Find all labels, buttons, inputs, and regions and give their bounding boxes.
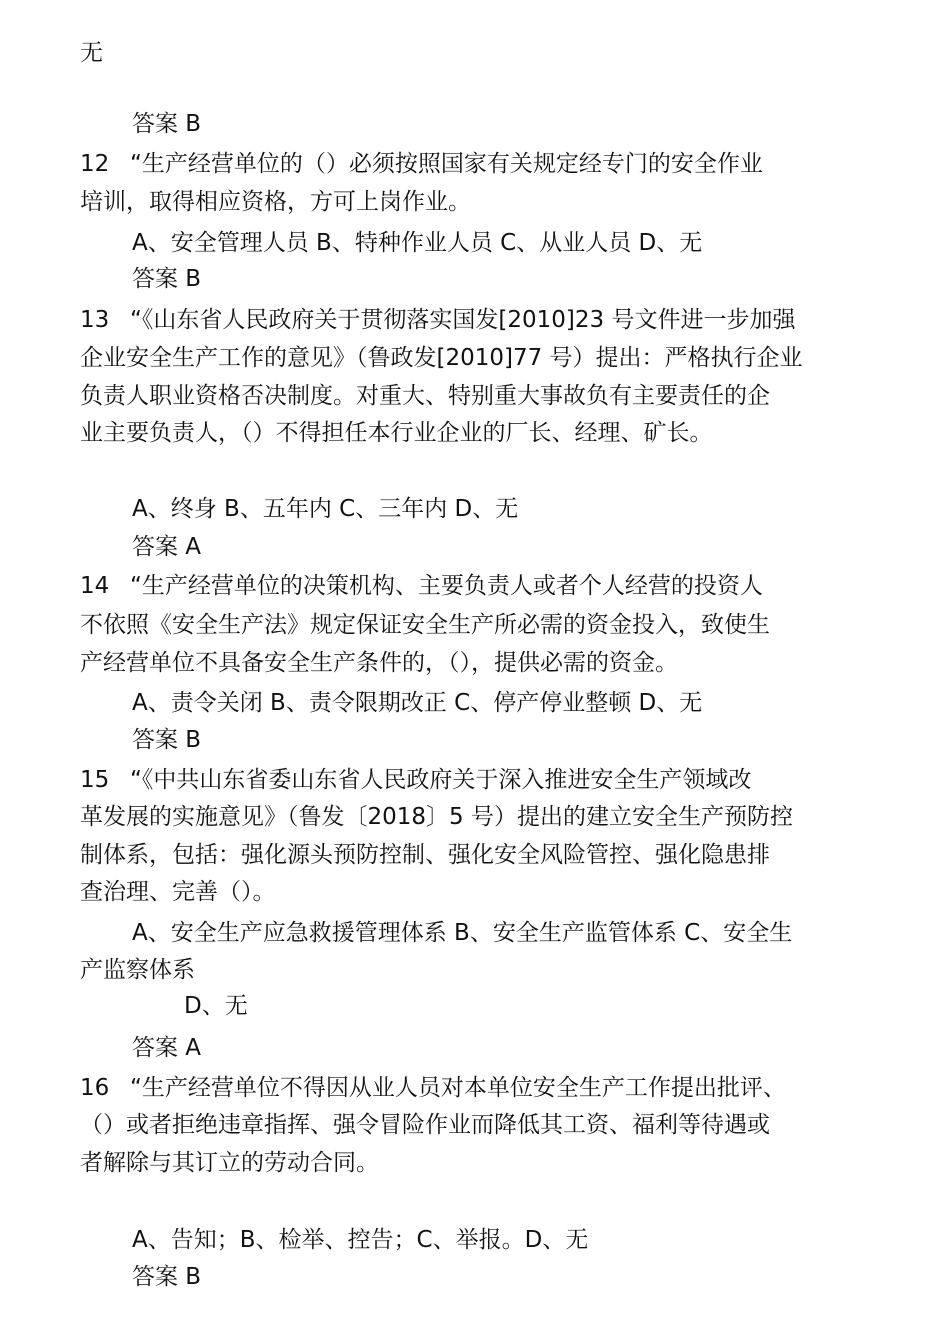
question-15-line-2: 革发展的实施意见》（鲁发〔2018〕5 号）提出的建立安全生产预防控 — [80, 804, 793, 830]
question-12-options: A、安全管理人员 B、特种作业人员 C、从业人员 D、无 — [132, 230, 703, 256]
question-16-number: 16 — [80, 1075, 110, 1101]
question-16-line-3: 者解除与其订立的劳动合同。 — [80, 1150, 379, 1176]
question-15-options-2: 产监察体系 — [80, 957, 195, 983]
question-14-text-1: “生产经营单位的决策机构、主要负责人或者个人经营的投资人 — [130, 573, 763, 599]
question-13-number: 13 — [80, 307, 110, 333]
question-14-options: A、责令关闭 B、责令限期改正 C、停产停业整顿 D、无 — [132, 690, 703, 716]
question-14-number: 14 — [80, 573, 110, 599]
question-12-line-2: 培训，取得相应资格，方可上岗作业。 — [80, 189, 471, 215]
answer-16: 答案 B — [132, 1264, 202, 1290]
question-15-options-3: D、无 — [184, 993, 248, 1019]
question-14-line-3: 产经营单位不具备安全生产条件的，（），提供必需的资金。 — [80, 650, 678, 676]
question-14-line-2: 不依照《安全生产法》规定保证安全生产所必需的资金投入，致使生 — [80, 612, 770, 638]
question-15-line-4: 查治理、完善（）。 — [80, 879, 276, 905]
answer-12: 答案 B — [132, 266, 202, 292]
question-14-line-1 — [80, 571, 763, 601]
answer-13: 答案 A — [132, 534, 202, 560]
question-13-line-2: 企业安全生产工作的意见》（鲁政发[2010]77 号）提出：严格执行企业 — [80, 345, 803, 371]
question-16-line-2: （）或者拒绝违章指挥、强令冒险作业而降低其工资、福利等待遇或 — [80, 1112, 770, 1138]
question-15-text-1: “《中共山东省委山东省人民政府关于深入推进安全生产领域改 — [130, 767, 752, 793]
question-13-text-1: “《山东省人民政府关于贯彻落实国发[2010]23 号文件进一步加强 — [130, 307, 796, 333]
question-13-line-3: 负责人职业资格否决制度。对重大、特别重大事故负有主要责任的企 — [80, 383, 770, 409]
question-15-options-1: A、安全生产应急救援管理体系 B、安全生产监管体系 C、安全生 — [132, 920, 793, 946]
answer-11: 答案 B — [132, 111, 202, 137]
question-15-line-1 — [80, 765, 751, 795]
question-16-line-1 — [80, 1073, 786, 1103]
top-fragment: 无 — [80, 40, 103, 66]
question-16-text-1: “生产经营单位不得因从业人员对本单位安全生产工作提出批评、 — [130, 1075, 786, 1101]
question-13-line-1 — [80, 305, 795, 335]
question-16-options: A、告知；B、检举、控告；C、举报。D、无 — [132, 1227, 589, 1253]
answer-15: 答案 A — [132, 1035, 202, 1061]
question-15-line-3: 制体系，包括：强化源头预防控制、强化安全风险管控、强化隐患排 — [80, 842, 770, 868]
question-13-options: A、终身 B、五年内 C、三年内 D、无 — [132, 496, 519, 522]
question-15-number: 15 — [80, 767, 110, 793]
question-12-text-1: “生产经营单位的（）必须按照国家有关规定经专门的安全作业 — [130, 151, 763, 177]
question-13-line-4: 业主要负责人，（）不得担任本行业企业的厂长、经理、矿长。 — [80, 420, 713, 446]
question-12-line-1 — [80, 149, 763, 179]
question-12-number: 12 — [80, 151, 110, 177]
answer-14: 答案 B — [132, 727, 202, 753]
